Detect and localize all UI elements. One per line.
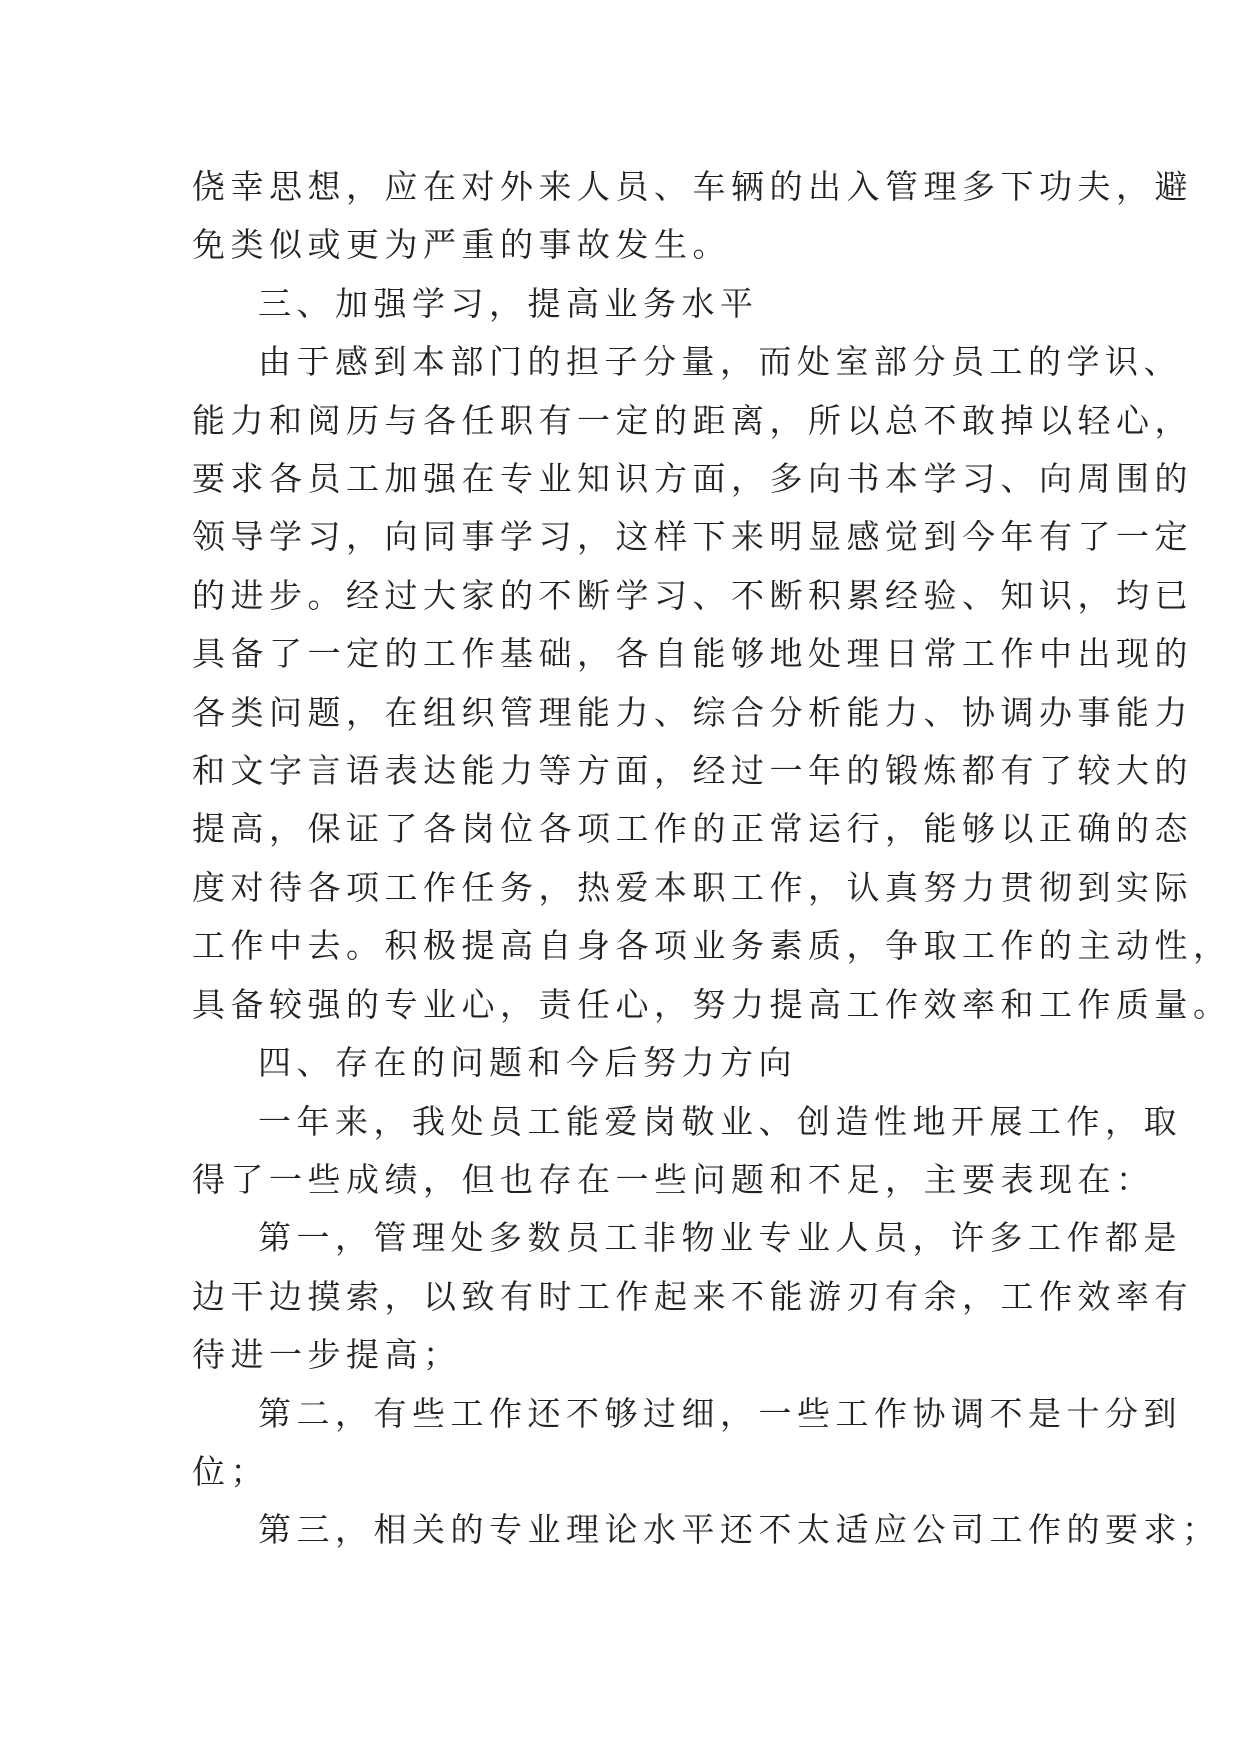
text-line: 和文字言语表达能力等方面，经过一年的锻炼都有了较大的: [192, 751, 1193, 791]
document-body: [192, 158, 1232, 1560]
text-line: 由于感到本部门的担子分量，而处室部分员工的学识、: [258, 342, 1182, 382]
text-line: 提高，保证了各岗位各项工作的正常运行，能够以正确的态: [192, 809, 1193, 849]
text-line: 待进一步提高；: [192, 1335, 462, 1375]
text-line: 各类问题，在组织管理能力、综合分析能力、协调办事能力: [192, 692, 1193, 732]
text-line: 具备较强的专业心，责任心，努力提高工作效率和工作质量。: [192, 984, 1232, 1024]
text-line: 第三，相关的专业理论水平还不太适应公司工作的要求；: [258, 1510, 1221, 1550]
text-line: 得了一些成绩，但也存在一些问题和不足，主要表现在：: [192, 1159, 1155, 1199]
text-line: 边干边摸索，以致有时工作起来不能游刃有余，工作效率有: [192, 1276, 1193, 1316]
text-line: 侥幸思想，应在对外来人员、车辆的出入管理多下功夫，避: [192, 167, 1193, 206]
text-line: 领导学习，向同事学习，这样下来明显感觉到今年有了一定: [192, 517, 1193, 557]
text-line: 位；: [192, 1451, 269, 1491]
text-line: 要求各员工加强在专业知识方面，多向书本学习、向周围的: [192, 459, 1193, 499]
text-line: 第一，管理处多数员工非物业专业人员，许多工作都是: [258, 1218, 1182, 1258]
text-line: 免类似或更为严重的事故发生。: [192, 225, 731, 265]
section-heading: 三、加强学习，提高业务水平: [258, 283, 759, 323]
text-line: 工作中去。积极提高自身各项业务素质，争取工作的主动性，: [192, 926, 1232, 966]
text-line: 的进步。经过大家的不断学习、不断积累经验、知识，均已: [192, 575, 1193, 615]
text-line: 一年来，我处员工能爱岗敬业、创造性地开展工作，取: [258, 1101, 1182, 1141]
section-heading: 四、存在的问题和今后努力方向: [258, 1043, 797, 1083]
text-line: 具备了一定的工作基础，各自能够地处理日常工作中出现的: [192, 634, 1193, 674]
text-line: 度对待各项工作任务，热爱本职工作，认真努力贯彻到实际: [192, 867, 1193, 907]
text-line: 能力和阅历与各任职有一定的距离，所以总不敢掉以轻心，: [192, 400, 1193, 440]
text-line: 第二，有些工作还不够过细，一些工作协调不是十分到: [258, 1393, 1182, 1433]
